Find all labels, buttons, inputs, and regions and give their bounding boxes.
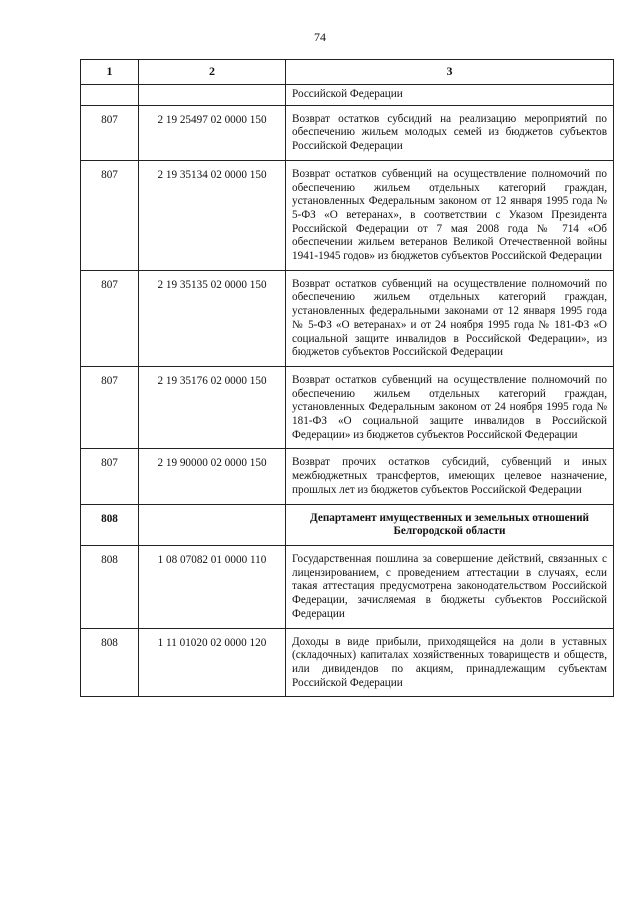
department-row [81, 504, 614, 545]
admin-code-cell: 807 [81, 449, 139, 504]
column-header-1: 1 [81, 60, 139, 85]
budget-codes-table [80, 59, 614, 697]
budget-classification-code-cell: 2 19 35176 02 0000 150 [139, 366, 286, 449]
admin-code-cell: 808 [81, 504, 139, 545]
table-row [81, 545, 614, 628]
admin-code-cell: 807 [81, 270, 139, 366]
budget-classification-code-cell: 2 19 35135 02 0000 150 [139, 270, 286, 366]
admin-code-cell [81, 85, 139, 106]
revenue-description-cell: Возврат остатков субвенций на осуществление полномочий по обеспечению жильем отдельных категорий граждан, установленных Федеральным законом от 24 ноября 1995 года № 181-ФЗ «О социальной защите инвалидов в Российской Федерации» из бюджетов субъектов Российской Федерации [286, 366, 614, 449]
page-number: 74 [314, 30, 326, 44]
table-row [81, 628, 614, 697]
budget-classification-code-cell [139, 504, 286, 545]
budget-classification-code-cell: 2 19 90000 02 0000 150 [139, 449, 286, 504]
admin-code-cell: 808 [81, 628, 139, 697]
admin-code-cell: 807 [81, 160, 139, 270]
table-row [81, 85, 614, 106]
column-header-2: 2 [139, 60, 286, 85]
revenue-description-cell: Возврат прочих остатков субсидий, субвенций и иных межбюджетных трансфертов, имеющих целевое назначение, прошлых лет из бюджетов субъектов Российской Федерации [286, 449, 614, 504]
budget-classification-code-cell: 2 19 25497 02 0000 150 [139, 105, 286, 160]
admin-code-cell: 808 [81, 545, 139, 628]
revenue-description-cell: Доходы в виде прибыли, приходящейся на доли в уставных (складочных) капиталах хозяйственных товариществ и обществ, или дивидендов по акциям, принадлежащим субъектам Российской Федерации [286, 628, 614, 697]
budget-classification-code-cell [139, 85, 286, 106]
budget-classification-code-cell: 1 11 01020 02 0000 120 [139, 628, 286, 697]
budget-classification-code-cell: 1 08 07082 01 0000 110 [139, 545, 286, 628]
revenue-description-cell: Возврат остатков субвенций на осуществление полномочий по обеспечению жильем отдельных категорий граждан, установленных Федеральным законом от 12 января 1995 года № 5-ФЗ «О ветеранах», в соответствии с Указом Президента Российской Федерации от 7 мая 2008 года № 714 «Об обеспечении жильем ветеранов Великой Отечественной войны 1941-1945 годов» из бюджетов субъектов Российской Федерации [286, 160, 614, 270]
table-row [81, 366, 614, 449]
table-row [81, 105, 614, 160]
admin-code-cell: 807 [81, 366, 139, 449]
table-row [81, 160, 614, 270]
admin-code-cell: 807 [81, 105, 139, 160]
revenue-description-cell: Возврат остатков субвенций на осуществление полномочий по обеспечению жильем отдельных категорий граждан, установленных федеральными законами от 12 января 1995 года № 5-ФЗ «О ветеранах» и от 24 ноября 1995 года № 181-ФЗ «О социальной защите инвалидов в Российской Федерации», из бюджетов субъектов Российской Федерации [286, 270, 614, 366]
table-row [81, 449, 614, 504]
column-header-3: 3 [286, 60, 614, 85]
budget-classification-code-cell: 2 19 35134 02 0000 150 [139, 160, 286, 270]
revenue-description-cell: Российской Федерации [286, 85, 614, 106]
revenue-description-cell: Возврат остатков субсидий на реализацию мероприятий по обеспечению жильем молодых семей из бюджетов субъектов Российской Федерации [286, 105, 614, 160]
table-header-row [81, 60, 614, 85]
revenue-description-cell: Департамент имущественных и земельных отношений Белгородской области [286, 504, 614, 545]
table-row [81, 270, 614, 366]
revenue-description-cell: Государственная пошлина за совершение действий, связанных с лицензированием, с проведением аттестации в случаях, если такая аттестация предусмотрена законодательством Российской Федерации, зачисляемая в бюджеты субъектов Российской Федерации [286, 545, 614, 628]
